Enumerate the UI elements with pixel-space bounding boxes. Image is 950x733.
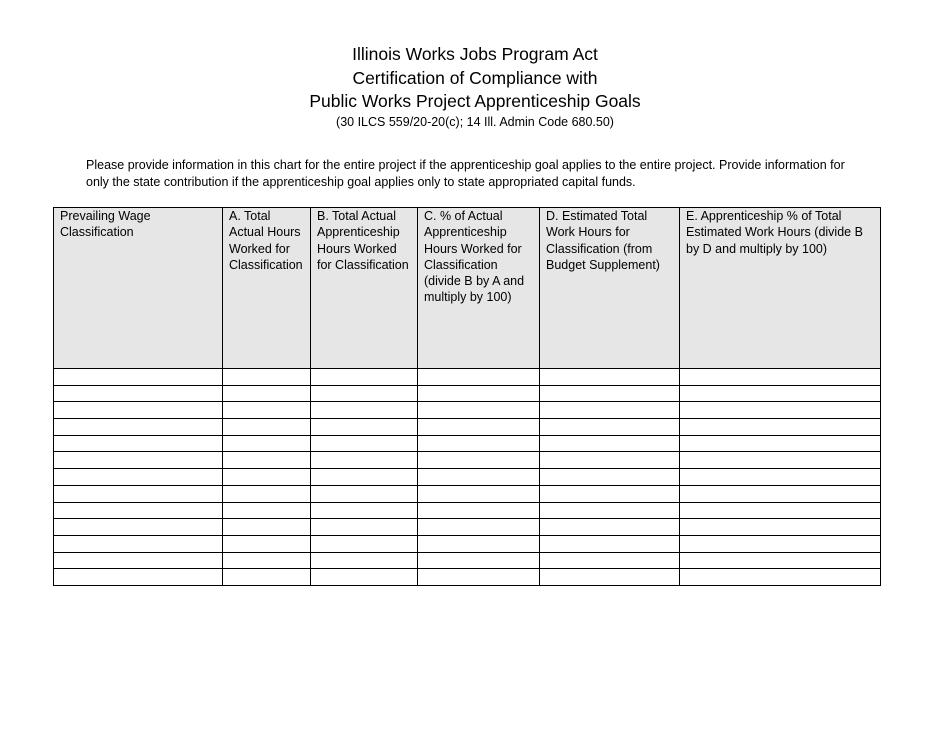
table-cell[interactable] (418, 435, 540, 452)
table-cell[interactable] (540, 569, 680, 586)
document-title-line-1: Illinois Works Jobs Program Act (352, 44, 598, 64)
table-cell[interactable] (54, 519, 223, 536)
table-cell[interactable] (418, 535, 540, 552)
table-cell[interactable] (223, 552, 311, 569)
table-cell[interactable] (540, 452, 680, 469)
table-cell[interactable] (54, 485, 223, 502)
table-cell[interactable] (311, 435, 418, 452)
table-cell[interactable] (54, 385, 223, 402)
table-cell[interactable] (311, 569, 418, 586)
table-cell[interactable] (418, 502, 540, 519)
table-row (54, 369, 881, 386)
table-cell[interactable] (311, 419, 418, 436)
table-cell[interactable] (680, 435, 881, 452)
table-cell[interactable] (311, 485, 418, 502)
table-cell[interactable] (418, 519, 540, 536)
table-cell[interactable] (223, 369, 311, 386)
table-cell[interactable] (223, 502, 311, 519)
table-row (54, 552, 881, 569)
table-cell[interactable] (311, 469, 418, 486)
table-cell[interactable] (223, 569, 311, 586)
table-cell[interactable] (223, 485, 311, 502)
table-cell[interactable] (540, 385, 680, 402)
table-cell[interactable] (311, 452, 418, 469)
table-cell[interactable] (680, 485, 881, 502)
statute-citation: (30 ILCS 559/20-20(c); 14 Ill. Admin Code 680.50) (336, 114, 614, 129)
document-header (0, 43, 950, 131)
table-cell[interactable] (311, 502, 418, 519)
table-cell[interactable] (418, 402, 540, 419)
apprenticeship-hours-table (53, 207, 881, 586)
table-cell[interactable] (680, 519, 881, 536)
table-cell[interactable] (54, 369, 223, 386)
table-cell[interactable] (540, 419, 680, 436)
table-cell[interactable] (680, 469, 881, 486)
table-cell[interactable] (680, 552, 881, 569)
table-row (54, 435, 881, 452)
instructions-paragraph (86, 157, 886, 190)
table-cell[interactable] (680, 385, 881, 402)
table-cell[interactable] (540, 535, 680, 552)
table-cell[interactable] (223, 419, 311, 436)
table-row (54, 419, 881, 436)
table-cell[interactable] (311, 385, 418, 402)
table-header-row (54, 208, 881, 369)
table-cell[interactable] (680, 402, 881, 419)
column-header-estimated-hours: D. Estimated Total Work Hours for Classification (from Budget Supplement) (540, 208, 680, 369)
table-cell[interactable] (680, 569, 881, 586)
table-cell[interactable] (680, 535, 881, 552)
table-cell[interactable] (311, 402, 418, 419)
table-row (54, 402, 881, 419)
table-cell[interactable] (54, 419, 223, 436)
table-cell[interactable] (680, 369, 881, 386)
table-row (54, 502, 881, 519)
column-header-percent-actual: C. % of Actual Apprenticeship Hours Worked for Classification (divide B by A and multiply by 100) (418, 208, 540, 369)
table-row (54, 452, 881, 469)
table-cell[interactable] (54, 452, 223, 469)
column-header-total-actual-hours: A. Total Actual Hours Worked for Classification (223, 208, 311, 369)
table-cell[interactable] (223, 469, 311, 486)
table-cell[interactable] (54, 569, 223, 586)
table-cell[interactable] (223, 519, 311, 536)
table-cell[interactable] (223, 435, 311, 452)
table-row (54, 385, 881, 402)
instructions-line-1: Please provide information in this chart for the entire project if the apprenticeship goal applies to the entire project. Provide information for (86, 158, 845, 172)
table-cell[interactable] (223, 535, 311, 552)
table-cell[interactable] (418, 485, 540, 502)
table-row (54, 535, 881, 552)
table-cell[interactable] (223, 402, 311, 419)
table-row (54, 469, 881, 486)
table-cell[interactable] (54, 535, 223, 552)
table-cell[interactable] (223, 385, 311, 402)
table-cell[interactable] (311, 519, 418, 536)
table-row (54, 569, 881, 586)
column-header-percent-estimated: E. Apprenticeship % of Total Estimated Work Hours (divide B by D and multiply by 100) (680, 208, 881, 369)
table-cell[interactable] (418, 469, 540, 486)
table-cell[interactable] (54, 435, 223, 452)
column-header-apprenticeship-hours: B. Total Actual Apprenticeship Hours Worked for Classification (311, 208, 418, 369)
column-header-classification: Prevailing Wage Classification (54, 208, 223, 369)
table-cell[interactable] (540, 485, 680, 502)
table-cell[interactable] (54, 552, 223, 569)
table-cell[interactable] (540, 519, 680, 536)
table-cell[interactable] (223, 452, 311, 469)
table-cell[interactable] (418, 552, 540, 569)
table-cell[interactable] (418, 569, 540, 586)
table-cell[interactable] (418, 385, 540, 402)
table-row (54, 485, 881, 502)
table-cell[interactable] (311, 535, 418, 552)
table-cell[interactable] (311, 369, 418, 386)
table-cell[interactable] (540, 402, 680, 419)
table-cell[interactable] (540, 435, 680, 452)
table-cell[interactable] (418, 369, 540, 386)
table-cell[interactable] (54, 502, 223, 519)
table-cell[interactable] (540, 469, 680, 486)
table-cell[interactable] (418, 452, 540, 469)
table-cell[interactable] (680, 419, 881, 436)
table-cell[interactable] (540, 369, 680, 386)
table-cell[interactable] (540, 502, 680, 519)
table-cell[interactable] (54, 402, 223, 419)
table-row (54, 519, 881, 536)
table-cell[interactable] (54, 469, 223, 486)
document-title-line-3: Public Works Project Apprenticeship Goals (309, 91, 641, 111)
table-cell[interactable] (418, 419, 540, 436)
table-body (54, 369, 881, 586)
table-cell[interactable] (680, 502, 881, 519)
table-cell[interactable] (540, 552, 680, 569)
table-cell[interactable] (311, 552, 418, 569)
table-cell[interactable] (680, 452, 881, 469)
instructions-line-2: only the state contribution if the apprenticeship goal applies only to state appropriated capital funds. (86, 174, 636, 189)
document-title-line-2: Certification of Compliance with (352, 67, 598, 88)
